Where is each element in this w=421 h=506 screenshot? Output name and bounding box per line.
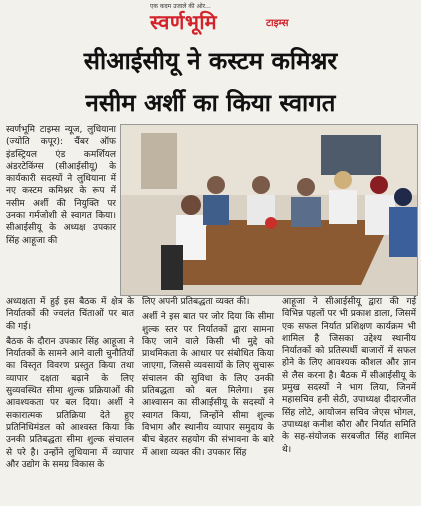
- meeting-photo: [120, 124, 418, 296]
- masthead: [0, 0, 421, 42]
- article-paragraph: लिए अपनी प्रतिबद्धता व्यक्त की।: [142, 297, 250, 307]
- article-column-2: [142, 296, 274, 462]
- headline-line-1: सीआईसीयू ने कस्टम कमिश्नर: [83, 47, 338, 75]
- article-paragraph: अर्शी ने इस बात पर जोर दिया कि सीमा शुल्क स्तर पर निर्यातकों द्वारा सामना किए जाने वाले किसी भी मुद्दे को प्राथमिकता के आधार पर संबोधित किया जाएगा, जिससे व्यवसायों के लिए सुचारू संचालन की सुविधा के लिए उनकी प्रतिबद्धता को बल मिलेगा। इस आश्वासन का सीआईसीयू के सदस्यों ने स्वागत किया, जिन्होंने सीमा शुल्क विभाग और स्थानीय व्यापार समुदाय के बीच बेहतर सहयोग की संभावना के बारे में आशा व्यक्त की। उपकार सिंह: [142, 312, 274, 458]
- article-column-3: [282, 296, 416, 459]
- article-paragraph: आहूजा ने सीआईसीयू द्वारा की गई विभिन्न पहलों पर भी प्रकाश डाला, जिसमें एक सफल निर्यात प्रशिक्षण कार्यक्रम भी शामिल है जिसका उद्देश्य स्थानीय निर्यातकों को प्रतिस्पर्धी बाजारों में सफल होने के लिए आवश्यक कौशल और ज्ञान से लैस करना है। बैठक में सीआईसीयू के प्रमुख सदस्यों ने भाग लिया, जिनमें महासचिव हनी सेठी, उपाध्यक्ष दीदारजीत सिंह लोटे, आयोजन सचिव जेएस भोगल, उपाध्यक्ष कनीश कौरा और निर्यात समिति के सह-संयोजक सरबजीत सिंह शामिल थे।: [282, 297, 416, 455]
- masthead-tagline: एक कदम उजाले की ओर...: [150, 3, 211, 10]
- article-column-1-top: [6, 124, 116, 250]
- brand-logo: स्वर्णभूमि: [150, 10, 218, 34]
- brand-suffix: टाइम्स: [266, 18, 289, 29]
- meeting-photo-icon: [121, 125, 417, 295]
- article-column-1: [6, 296, 134, 474]
- headline-line-2: नसीम अर्शी का किया स्वागत: [85, 89, 336, 117]
- article-paragraph: अध्यक्षता में हुई इस बैठक में क्षेत्र के निर्यातकों की ज्वलंत चिंताओं पर बात की गई।: [6, 297, 134, 332]
- article-lead-paragraph: स्वर्णभूमि टाइम्स न्यूज, लुधियाना (ज्योति कपूर): चैंबर ऑफ इंडस्ट्रियल एंड कमर्शियल अंडरटेकिंग्स (सीआईसीयू) के कार्यकारी सदस्यों ने लुधियाना में नए कस्टम कमिश्नर के रूप में नसीम अर्शी की नियुक्ति पर उनका गर्मजोशी से स्वागत किया। सीआईसीयू के अध्यक्ष उपकार सिंह आहूजा की: [6, 125, 116, 246]
- article-paragraph: बैठक के दौरान उपकार सिंह आहूजा ने निर्यातकों के सामने आने वाली चुनौतियों का विस्तृत विवरण प्रस्तुत किया तथा व्यापार दक्षता बढ़ाने के लिए सुव्यवस्थित सीमा शुल्क प्रक्रियाओं की आवश्यकता पर बल दिया। अर्शी ने सकारात्मक प्रतिक्रिया देते हुए प्रतिनिधिमंडल को आश्वस्त किया कि उनकी प्रतिबद्धता सीमा शुल्क संचालन से परे है। उन्होंने लुधियाना में व्यापार और उद्योग के समग्र विकास के: [6, 336, 134, 470]
